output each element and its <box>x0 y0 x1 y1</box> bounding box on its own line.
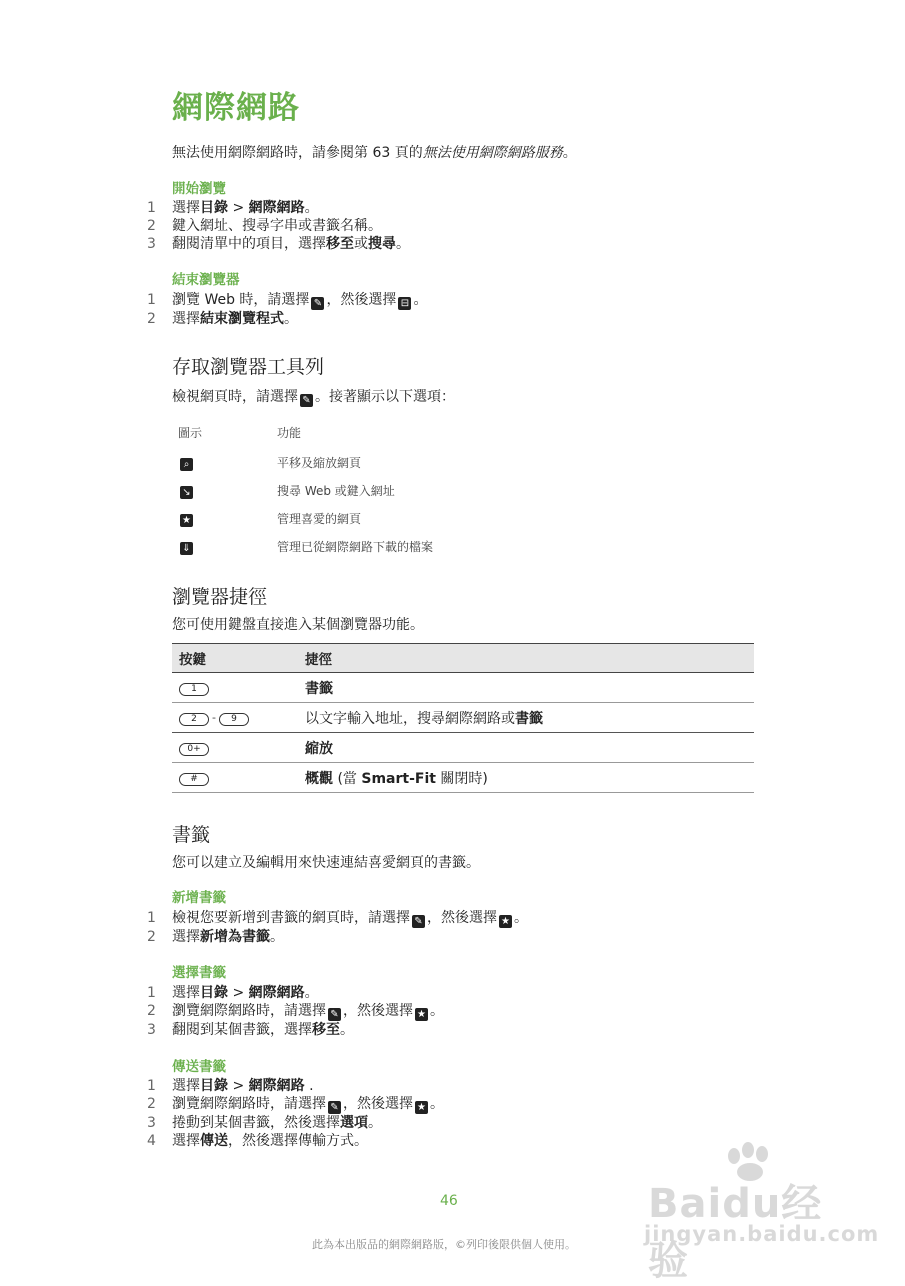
end-browser-steps <box>147 291 427 328</box>
bookmark-star-icon: ★ <box>180 514 193 527</box>
toolbar-para: 檢視網頁時，請選擇 ✎ 。接著顯示以下選項： <box>172 389 455 406</box>
key-1-icon: 1 <box>179 683 209 696</box>
step: 3 捲動到某個書籤，然後選擇選項。 <box>147 1115 382 1131</box>
shortcut-label: 書籤 <box>305 680 333 697</box>
select-bookmark-steps <box>147 984 444 1039</box>
step: 3 翻閱到某個書籤，選擇移至。 <box>147 1022 354 1038</box>
step: 1 選擇目錄 > 網際網路。 <box>147 200 319 216</box>
select-bookmark-heading: 選擇書籤 <box>172 965 226 981</box>
add-bookmark-steps <box>147 909 528 946</box>
intro-link[interactable]: 無法使用網際網路服務 <box>422 145 563 161</box>
intro-text <box>172 142 577 162</box>
send-bookmark-heading: 傳送書籤 <box>172 1059 226 1075</box>
shortcut-label: 以文字輸入地址，搜尋網際網路或 <box>305 710 515 727</box>
edit-icon: ✎ <box>328 1101 341 1114</box>
table-row: # 概觀 (當 Smart-Fit 關閉時) <box>172 763 754 793</box>
col-key-header: 按鍵 <box>172 644 298 673</box>
table-header-row <box>172 644 754 673</box>
icon-table-header <box>178 422 433 442</box>
edit-icon: ✎ <box>328 1008 341 1021</box>
footer-note: 此為本出版品的網際網路版，©列印後限供個人使用。 <box>312 1238 576 1251</box>
bookmark-star-icon: ★ <box>415 1101 428 1114</box>
send-bookmark-steps <box>147 1077 444 1150</box>
intro-before: 無法使用網際網路時，請參閱第 63 頁的 <box>172 145 423 161</box>
bookmark-star-icon: ★ <box>415 1008 428 1021</box>
zoom-icon: ⌕ <box>180 458 193 471</box>
step: 1 選擇目錄 > 網際網路 . <box>147 1078 314 1094</box>
edit-icon: ✎ <box>412 915 425 928</box>
edit-icon: ✎ <box>311 297 324 310</box>
start-browse-heading: 開始瀏覽 <box>172 181 226 197</box>
add-bookmark-heading: 新增書籤 <box>172 890 226 906</box>
col-icon-header: 圖示 <box>178 425 203 440</box>
step: 2 選擇結束瀏覽程式。 <box>147 311 298 327</box>
toolbar-heading: 存取瀏覽器工具列 <box>172 356 325 378</box>
shortcuts-para: 您可使用鍵盤直接進入某個瀏覽器功能。 <box>172 617 424 633</box>
table-row <box>172 673 754 703</box>
key-hash-icon: # <box>179 773 209 786</box>
table-row: 2 - 9 以文字輸入地址，搜尋網際網路或書籤 <box>172 703 754 733</box>
step: 2 瀏覽網際網路時，請選擇 ✎ ，然後選擇 ★ 。 <box>147 1003 444 1020</box>
shortcuts-heading: 瀏覽器捷徑 <box>172 586 268 608</box>
end-browser-heading: 結束瀏覽器 <box>172 272 240 288</box>
edit-icon: ✎ <box>300 394 313 407</box>
icon-table-row <box>178 532 433 560</box>
exit-icon: ⊟ <box>398 297 411 310</box>
bookmarks-heading: 書籤 <box>172 824 211 846</box>
step-number: 2 <box>147 311 156 327</box>
bookmark-star-icon: ★ <box>499 915 512 928</box>
col-function-header: 功能 <box>277 425 302 440</box>
key-9-icon: 9 <box>219 713 249 726</box>
function-label: 管理已從網際網路下載的檔案 <box>277 539 434 554</box>
function-label: 搜尋 Web 或鍵入網址 <box>277 483 395 498</box>
shortcuts-table <box>172 643 754 793</box>
table-row <box>172 733 754 763</box>
shortcut-label: 縮放 <box>305 740 333 757</box>
icon-table-row <box>178 504 433 532</box>
step-number: 3 <box>147 236 156 252</box>
step-number: 1 <box>147 200 156 216</box>
step-number: 2 <box>147 218 156 234</box>
baidu-watermark <box>640 1140 880 1284</box>
watermark-url: jingyan.baidu.com <box>644 1222 880 1246</box>
col-shortcut-header: 捷徑 <box>298 644 754 673</box>
step: 1 瀏覽 Web 時，請選擇 ✎ ，然後選擇 ⊟ 。 <box>147 292 428 309</box>
icon-table-row <box>178 476 433 504</box>
toolbar-icon-table <box>178 422 433 560</box>
start-browse-steps <box>147 199 410 253</box>
step-number: 1 <box>147 292 156 308</box>
intro-after: 。 <box>562 145 577 161</box>
step: 1 檢視您要新增到書籤的網頁時，請選擇 ✎ ，然後選擇 ★ 。 <box>147 910 528 927</box>
step: 1 選擇目錄 > 網際網路。 <box>147 985 319 1001</box>
function-label: 平移及縮放網頁 <box>277 455 362 470</box>
search-web-icon: ↘ <box>180 486 193 499</box>
download-icon: ⇓ <box>180 542 193 555</box>
step: 2 選擇新增為書籤。 <box>147 929 284 945</box>
function-label: 管理喜愛的網頁 <box>277 511 362 526</box>
step: 3 翻閱清單中的項目，選擇移至或搜尋。 <box>147 236 410 252</box>
icon-table-row <box>178 448 433 476</box>
watermark-brand: Baidu经验 <box>648 1181 823 1284</box>
step: 2 瀏覽網際網路時，請選擇 ✎ ，然後選擇 ★ 。 <box>147 1096 444 1113</box>
key-2-icon: 2 <box>179 713 209 726</box>
page-title: 網際網路 <box>172 90 300 126</box>
step: 2 鍵入網址、搜尋字串或書籤名稱。 <box>147 218 382 234</box>
page-number: 46 <box>440 1193 458 1209</box>
bookmarks-para: 您可以建立及編輯用來快速連結喜愛網頁的書籤。 <box>172 855 480 871</box>
shortcut-label: 概觀 <box>305 770 333 787</box>
step: 4 選擇傳送，然後選擇傳輸方式。 <box>147 1133 368 1149</box>
key-0-icon: 0+ <box>179 743 209 756</box>
